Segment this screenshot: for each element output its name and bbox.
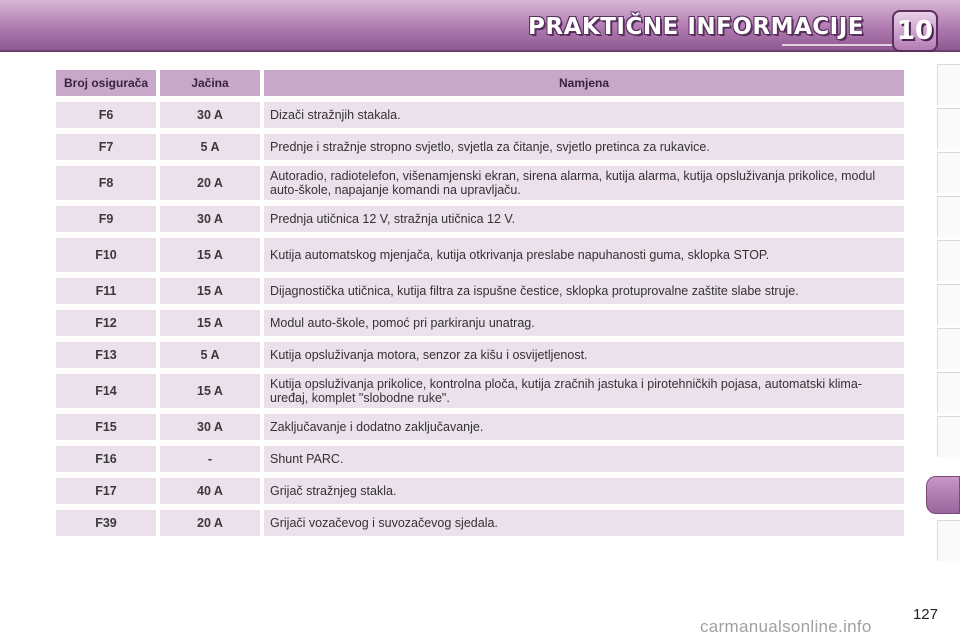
purpose-cell: Grijač stražnjeg stakla. <box>260 478 904 504</box>
purpose-cell: Zaključavanje i dodatno zaključavanje. <box>260 414 904 440</box>
fuse-number-cell: F17 <box>56 478 156 504</box>
table-row <box>56 278 904 304</box>
fuse-table <box>56 64 904 542</box>
side-tab[interactable] <box>937 152 960 193</box>
table-row <box>56 166 904 200</box>
fuse-number-cell: F10 <box>56 238 156 272</box>
table-row <box>56 102 904 128</box>
watermark: carmanualsonline.info <box>700 617 872 636</box>
fuse-number-cell: F12 <box>56 310 156 336</box>
amperage-cell: 30 A <box>156 102 260 128</box>
amperage-cell: 15 A <box>156 310 260 336</box>
amperage-cell: 30 A <box>156 414 260 440</box>
purpose-cell: Autoradio, radiotelefon, višenamjenski ekran, sirena alarma, kutija alarma, kutija opsluživanja prikolice, modul auto-škole, napajanje komandi na upravljaču. <box>260 166 904 200</box>
table-header-row <box>56 70 904 96</box>
amperage-cell: 5 A <box>156 134 260 160</box>
side-tab[interactable] <box>937 196 960 237</box>
table-row <box>56 238 904 272</box>
amperage-cell: 20 A <box>156 166 260 200</box>
amperage-cell: 30 A <box>156 206 260 232</box>
fuse-number-cell: F13 <box>56 342 156 368</box>
purpose-cell: Dizači stražnjih stakala. <box>260 102 904 128</box>
amperage-cell: 40 A <box>156 478 260 504</box>
amperage-cell: 20 A <box>156 510 260 536</box>
purpose-cell: Prednja utičnica 12 V, stražnja utičnica 12 V. <box>260 206 904 232</box>
purpose-cell: Dijagnostička utičnica, kutija filtra za ispušne čestice, sklopka protuprovalne zaštite slabe struje. <box>260 278 904 304</box>
side-tab-active[interactable] <box>926 476 960 514</box>
amperage-cell: - <box>156 446 260 472</box>
amperage-cell: 15 A <box>156 278 260 304</box>
side-tab[interactable] <box>937 240 960 281</box>
table-row <box>56 478 904 504</box>
side-tab[interactable] <box>937 328 960 369</box>
fuse-number-cell: F6 <box>56 102 156 128</box>
table-row <box>56 374 904 408</box>
page-title: PRAKTIČNE INFORMACIJE <box>528 14 864 40</box>
column-header-fuse-number: Broj osigurača <box>56 70 156 96</box>
fuse-number-cell: F14 <box>56 374 156 408</box>
side-tab[interactable] <box>937 284 960 325</box>
side-tab[interactable] <box>937 416 960 457</box>
side-tab[interactable] <box>937 372 960 413</box>
table-row <box>56 342 904 368</box>
fuse-table-body <box>56 102 904 536</box>
side-tab[interactable] <box>937 64 960 105</box>
fuse-number-cell: F39 <box>56 510 156 536</box>
side-tab[interactable] <box>937 108 960 149</box>
fuse-number-cell: F15 <box>56 414 156 440</box>
purpose-cell: Modul auto-škole, pomoć pri parkiranju unatrag. <box>260 310 904 336</box>
table-row <box>56 134 904 160</box>
purpose-cell: Kutija opsluživanja prikolice, kontrolna ploča, kutija zračnih jastuka i pirotehničkih pojasa, automatski klima-uređaj, komplet "slobodne ruke". <box>260 374 904 408</box>
table-row <box>56 414 904 440</box>
fuse-number-cell: F9 <box>56 206 156 232</box>
table-row <box>56 206 904 232</box>
table-row <box>56 510 904 536</box>
column-header-purpose: Namjena <box>260 70 904 96</box>
amperage-cell: 15 A <box>156 238 260 272</box>
purpose-cell: Kutija automatskog mjenjača, kutija otkrivanja preslabe napuhanosti guma, sklopka STOP. <box>260 238 904 272</box>
column-header-amperage: Jačina <box>156 70 260 96</box>
purpose-cell: Grijači vozačevog i suvozačevog sjedala. <box>260 510 904 536</box>
purpose-cell: Shunt PARC. <box>260 446 904 472</box>
purpose-cell: Kutija opsluživanja motora, senzor za kišu i osvijetljenost. <box>260 342 904 368</box>
amperage-cell: 5 A <box>156 342 260 368</box>
fuse-number-cell: F16 <box>56 446 156 472</box>
table-row <box>56 310 904 336</box>
fuse-number-cell: F8 <box>56 166 156 200</box>
amperage-cell: 15 A <box>156 374 260 408</box>
table-row <box>56 446 904 472</box>
fuse-number-cell: F7 <box>56 134 156 160</box>
page-number: 127 <box>912 606 938 623</box>
chapter-badge: 10 <box>892 10 938 52</box>
purpose-cell: Prednje i stražnje stropno svjetlo, svjetla za čitanje, svjetlo pretinca za rukavice. <box>260 134 904 160</box>
side-tab[interactable] <box>937 520 960 561</box>
chapter-side-tabs <box>926 64 960 576</box>
fuse-number-cell: F11 <box>56 278 156 304</box>
